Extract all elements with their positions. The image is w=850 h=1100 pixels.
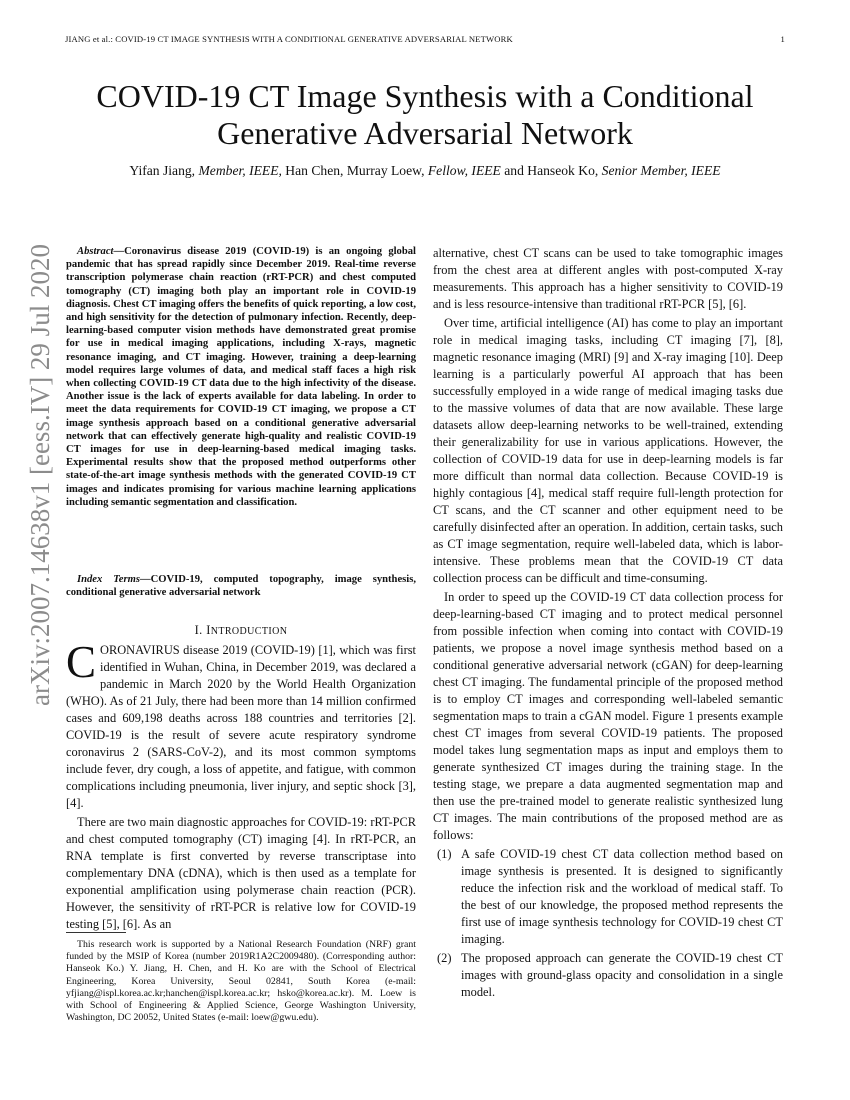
running-header xyxy=(65,34,785,48)
intro-paragraph-2: There are two main diagnostic approaches for COVID-19: rRT-PCR and chest computed tomography (CT) imaging [4]. In rRT-PCR, an RNA template is first converted by reverse transcriptase into complementary DNA (cDNA), which is then used as a template for exponential amplification using polymerase chain reaction (PCR). However, the sensitivity of rRT-PCR is relative low for COVID-19 testing [5], [6]. As an xyxy=(66,815,416,931)
author-1-role: Member, IEEE, xyxy=(198,163,282,178)
author-3-role: Fellow, IEEE xyxy=(427,163,501,178)
footnote-rule xyxy=(66,932,126,933)
right-paragraph-1: alternative, chest CT scans can be used to take tomographic images from the chest area at different angles with post-computed X-ray measurements. This approach has a higher sensitivity to COVID-19 and is less resource-intensive than traditional rRT-PCR [5], [6]. xyxy=(433,246,783,311)
footnote xyxy=(66,939,416,1024)
author-4-role: Senior Member, IEEE xyxy=(601,163,721,178)
abstract xyxy=(66,245,416,509)
abstract-text: —Coronavirus disease 2019 (COVID-19) is an ongoing global pandemic that has spread rapidly since December 2019. Real-time reverse transcription polymerase chain reaction (rRT-PCR) and chest computed tomography (CT) imaging both play an important role in COVID-19 diagnosis. Chest CT imaging offers the benefits of quick reporting, a low cost, and high sensitivity for the detection of pulmonary infection. Recently, deep-learning-based computer vision methods have demonstrated great promise for use in medical imaging applications, including X-rays, magnetic resonance imaging, and CT imaging. However, training a deep-learning model requires large volumes of data, and medical staff faces a high risk when collecting COVID-19 CT data due to the high infectivity of the disease. Another issue is the lack of experts available for data labeling. In order to meet the data requirements for COVID-19 CT imaging, we propose a CT image synthesis approach based on a conditional generative adversarial network that can effectively generate high-quality and realistic COVID-19 CT images for use in deep-learning-based medical imaging tasks. Experimental results show that the proposed method outperforms other state-of-the-art image synthesis methods with the generated COVID-19 CT images and indicates promising for various machine learning applications including semantic segmentation and classification. xyxy=(66,246,416,508)
title-line-2: Generative Adversarial Network xyxy=(217,115,633,151)
section-title-initial: I xyxy=(206,623,211,637)
drop-cap: C xyxy=(66,637,97,687)
index-terms-text: —COVID-19, computed topography, image synthesis, conditional generative adversarial network xyxy=(66,574,416,599)
right-paragraph-3: In order to speed up the COVID-19 CT data collection process for deep-learning-based CT imaging and to protect medical personnel from possible infection when coming into contact with COVID-19 patients, we propose a novel image synthesis method based on a conditional generative adversarial network (cGAN) for deep-learning chest CT imaging. The fundamental principle of the proposed method is to employ CT images and corresponding well-labeled semantic segmentation maps to train a cGAN model. Figure 1 presents example chest CT images from several COVID-19 patients. The proposed model takes lung segmentation maps as input and employs them to generate synthesized CT images during the training stage. In the testing stage, we prepare a data augmented segmentation map and then use the pre-trained model to generate realistic synthesized lung CT images. The main contributions of the proposed method are as follows: xyxy=(433,590,783,842)
introduction-body xyxy=(66,637,416,935)
section-numeral: I. xyxy=(194,623,207,637)
author-4: and Hanseok Ko, xyxy=(500,163,602,178)
author-2-3: Han Chen, Murray Loew, xyxy=(281,163,428,178)
intro-paragraph-1 xyxy=(66,637,416,812)
section-heading-introduction xyxy=(66,623,416,638)
running-head-text: JIANG et al.: COVID-19 CT IMAGE SYNTHESIS WITH A CONDITIONAL GENERATIVE ADVERSARIAL NETWORK xyxy=(65,34,513,44)
author-1: Yifan Jiang, xyxy=(129,163,199,178)
contributions-list xyxy=(433,846,783,1001)
paper-title xyxy=(40,78,810,152)
contribution-item xyxy=(433,846,783,948)
right-column xyxy=(433,245,783,1003)
right-paragraph-2: Over time, artificial intelligence (AI) has come to play an important role in medical imaging tasks, including CT imaging [7], [8], magnetic resonance imaging (MRI) [9] and X-ray imaging [10]. Deep learning is a particularly powerful AI approach that has been successfully employed in a wide range of medical imaging tasks due to the massive volumes of data that are now available. These large datasets allow deep-learning networks to be well-trained, extending their generalizability for use in various applications. However, the collection of COVID-19 data for use in deep-learning models is far more difficult than normal data collection. Because COVID-19 is highly contagious [4], medical staff require full-length protection for CT scans, and the CT scanner and other equipment need to be carefully disinfected after an operation. In addition, certain tasks, such as CT image segmentation, require well-labeled data, which is labor-intensive. These problems mean that the COVID-19 CT data collection process can be difficult and time-consuming. xyxy=(433,316,783,585)
contribution-number: (1) xyxy=(437,847,452,861)
contribution-text: A safe COVID-19 chest CT data collection method based on image synthesis is presented. It is designed to significantly reduce the infection risk and the workload of medical staff. To the best of our knowledge, the proposed method represents the first use of image synthesis technology for COVID-19 chest CT imaging. xyxy=(461,847,783,946)
footnote-text: This research work is supported by a National Research Foundation (NRF) grant funded by the MSIP of Korea (number 2019R1A2C2009480). (Corresponding author: Hanseok Ko.) Y. Jiang, H. Chen, and H. Ko are with the School of Electrical Engineering, Korea University, Seoul 02841, South Korea (e-mail: yfjiang@ispl.korea.ac.kr;hanchen@ispl.korea.ac.kr; hsko@korea.ac.kr). M. Loew is with School of Engineering & Applied Science, George Washington University, Washington, DC 20052, United States (e-mail: loew@gwu.edu). xyxy=(66,939,416,1024)
author-list xyxy=(40,163,810,179)
index-terms-label: Index Terms xyxy=(77,574,140,585)
intro-paragraph-1-text: disease 2019 (COVID-19) [1], which was first identified in Wuhan, China, in December 2019, was declared a pandemic in March 2020 by the World Health Organization (WHO). As of 21 July, there had been more than 14 million confirmed cases and 609,198 deaths across 188 countries and territories [2]. COVID-19 is the result of severe acute respiratory syndrome coronavirus 2 (SARS-CoV-2), and its most common symptoms include fever, dry cough, a loss of appetite, and fatigue, with common complications including pneumonia, liver injury, and septic shock [3], [4]. xyxy=(66,643,416,810)
intro-lead-word: ORONAVIRUS xyxy=(100,643,180,657)
contribution-item xyxy=(433,950,783,1001)
arxiv-stamp: arXiv:2007.14638v1 [eess.IV] 29 Jul 2020 xyxy=(25,244,55,706)
page-number: 1 xyxy=(780,34,785,44)
section-title-rest: NTRODUCTION xyxy=(210,626,288,637)
contribution-text: The proposed approach can generate the COVID-19 chest CT images with ground-glass opacity and consolidation in a single model. xyxy=(461,951,783,999)
contribution-number: (2) xyxy=(437,951,452,965)
index-terms xyxy=(66,573,416,599)
title-line-1: COVID-19 CT Image Synthesis with a Conditional xyxy=(96,78,754,114)
abstract-label: Abstract xyxy=(77,246,114,257)
